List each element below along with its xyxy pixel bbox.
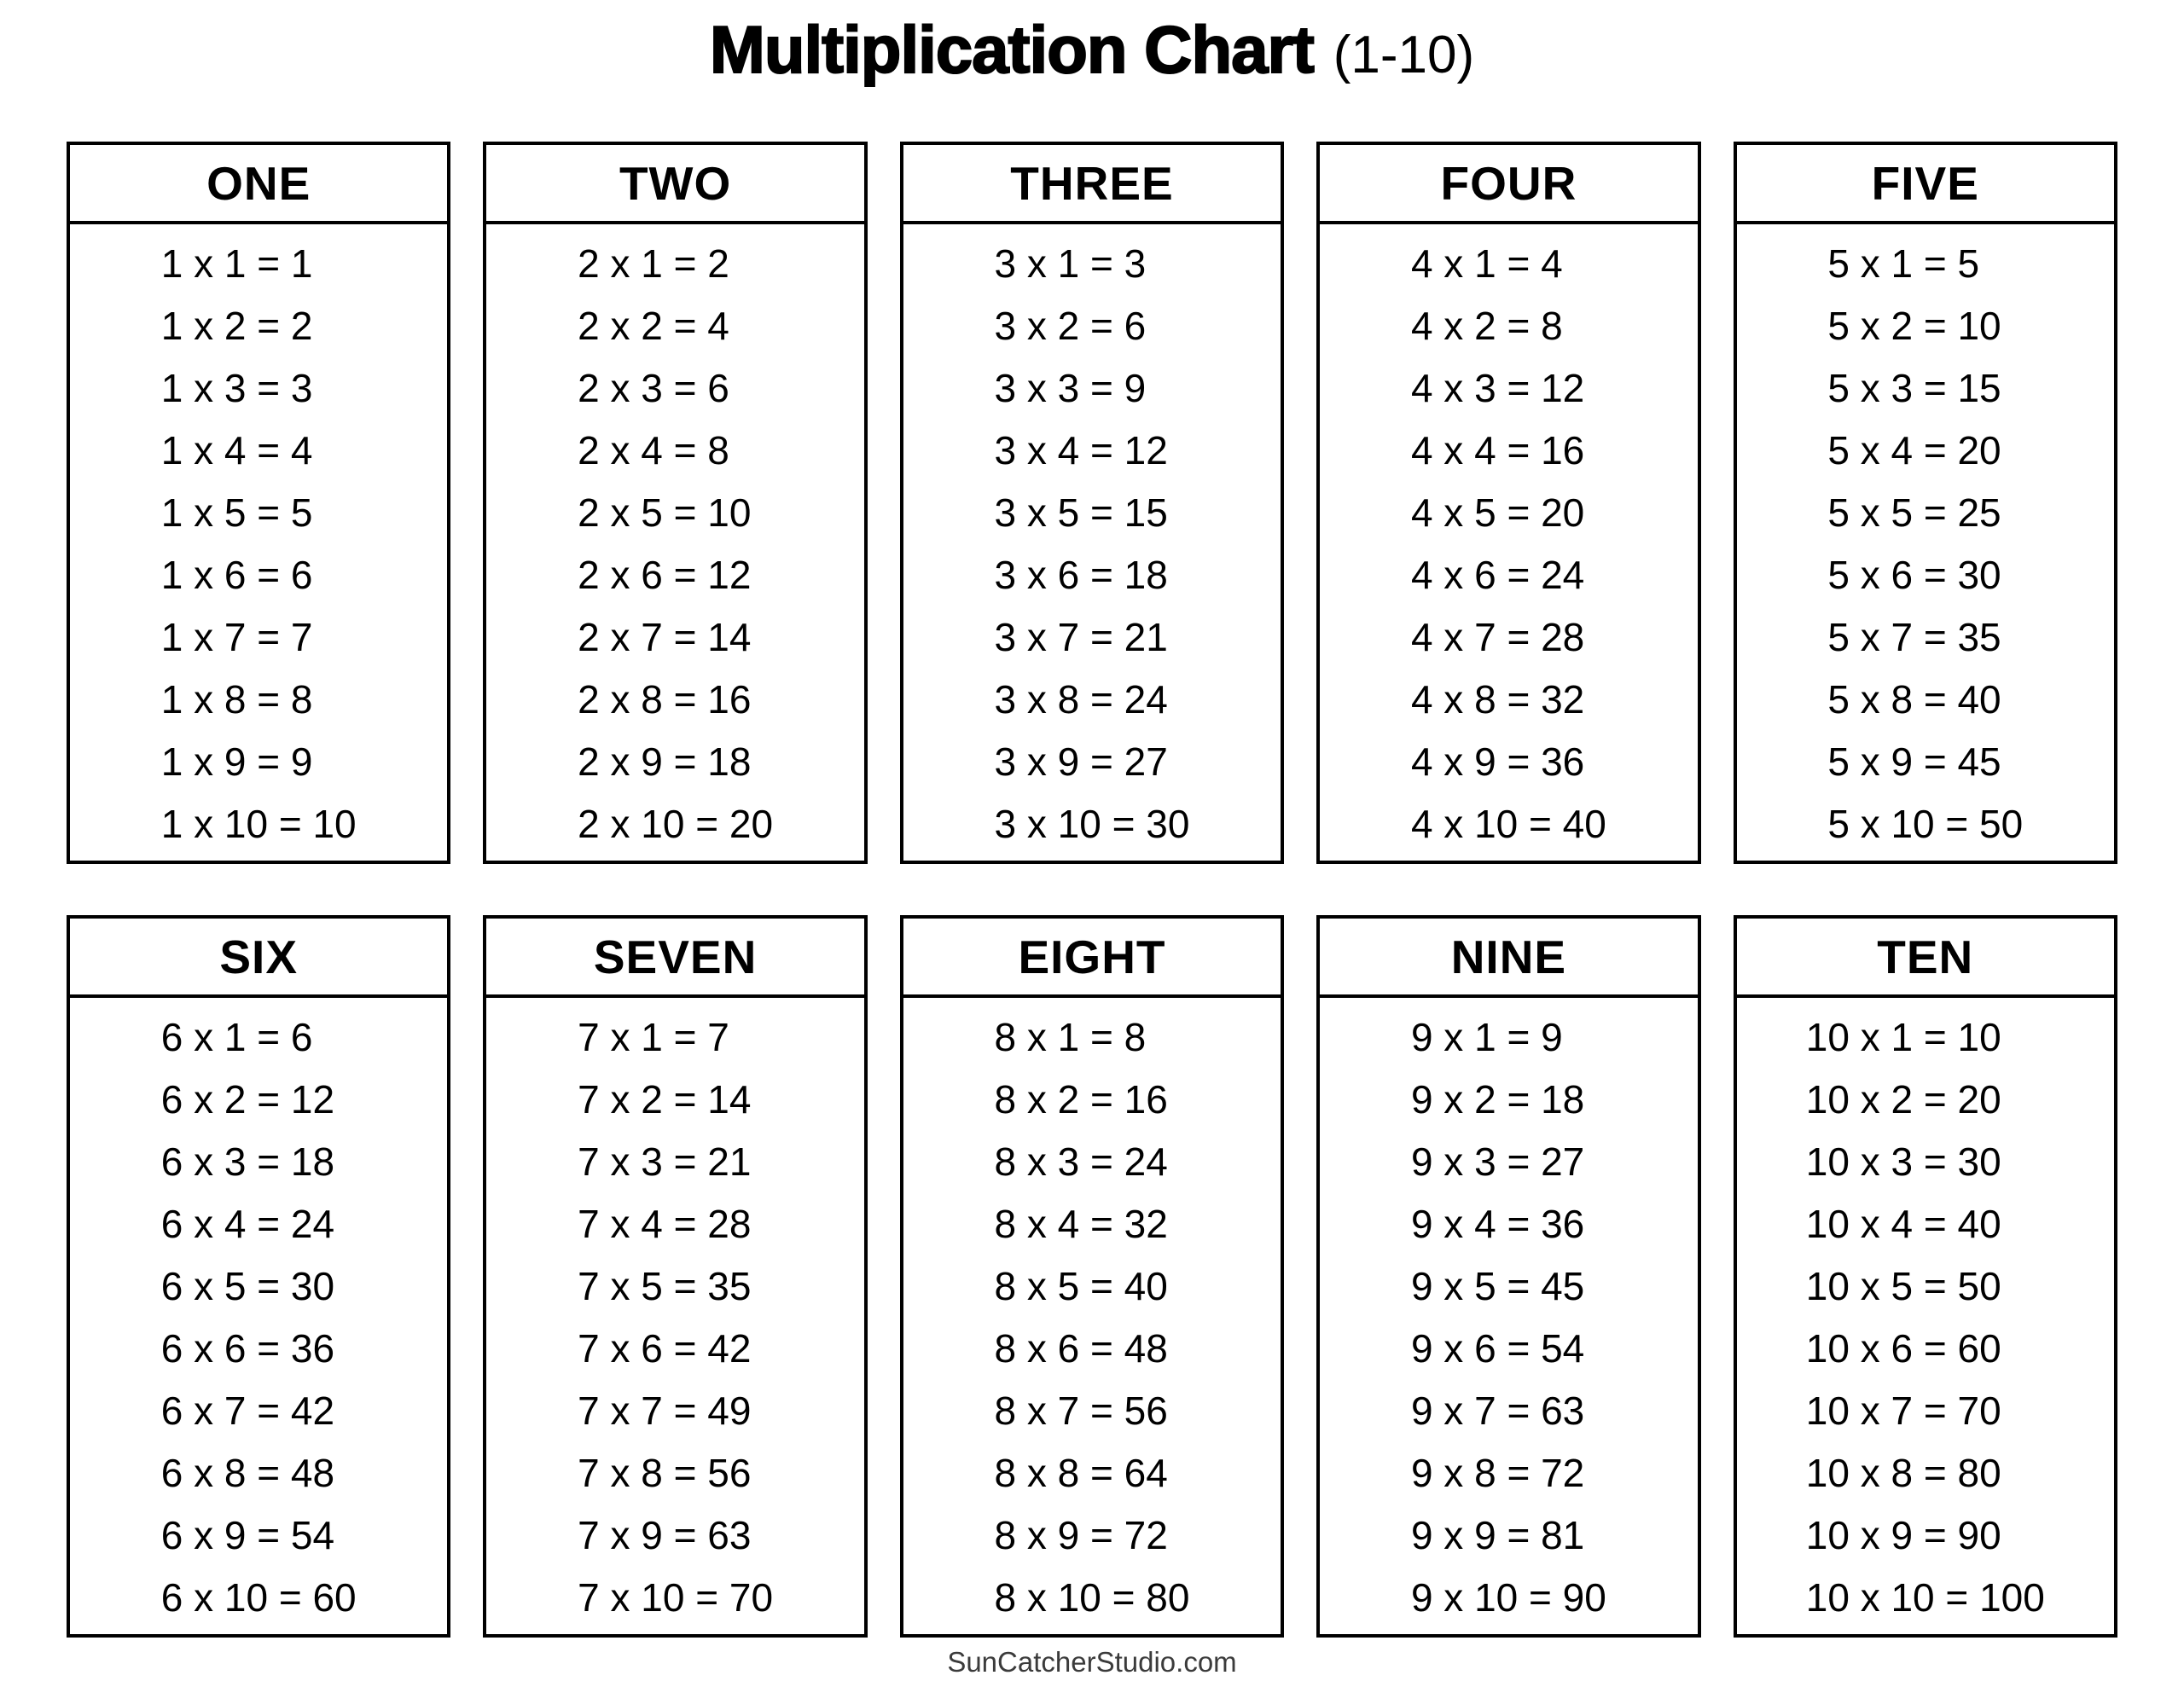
- multiplication-table-seven: [483, 915, 867, 1638]
- equation-row: 3 x 7 = 21: [994, 614, 1168, 659]
- table-header: FIVE: [1737, 145, 2114, 224]
- equation-row: 6 x 8 = 48: [160, 1450, 335, 1495]
- equation-row: 10 x 3 = 30: [1805, 1139, 2001, 1184]
- equation-list: [1806, 1006, 2045, 1628]
- equation-row: 5 x 4 = 20: [1827, 427, 2001, 472]
- equation-row: 4 x 10 = 40: [1410, 801, 1606, 846]
- page-title-text: Multiplication Chart: [709, 12, 1314, 87]
- table-body: [1737, 998, 2114, 1634]
- equation-row: 9 x 4 = 36: [1410, 1201, 1585, 1246]
- equation-row: 6 x 7 = 42: [160, 1388, 335, 1433]
- equation-row: 10 x 10 = 100: [1805, 1574, 2045, 1620]
- equation-row: 9 x 7 = 63: [1410, 1388, 1585, 1433]
- equation-row: 7 x 7 = 49: [578, 1388, 752, 1433]
- page-title-range: (1-10): [1333, 26, 1475, 84]
- tables-grid: [67, 142, 2117, 1638]
- table-body: [70, 224, 447, 861]
- equation-list: [161, 232, 357, 855]
- table-header: THREE: [903, 145, 1281, 224]
- equation-row: 10 x 4 = 40: [1805, 1201, 2001, 1246]
- equation-row: 9 x 6 = 54: [1410, 1325, 1585, 1371]
- equation-row: 1 x 9 = 9: [160, 739, 313, 784]
- multiplication-table-eight: [900, 915, 1284, 1638]
- equation-row: 3 x 1 = 3: [994, 241, 1147, 286]
- equation-row: 7 x 2 = 14: [578, 1076, 752, 1122]
- equation-row: 5 x 9 = 45: [1827, 739, 2001, 784]
- equation-row: 3 x 8 = 24: [994, 676, 1168, 722]
- equation-row: 3 x 4 = 12: [994, 427, 1168, 472]
- equation-row: 6 x 4 = 24: [160, 1201, 335, 1246]
- equation-row: 3 x 9 = 27: [994, 739, 1168, 784]
- multiplication-table-nine: [1316, 915, 1700, 1638]
- table-header: SIX: [70, 919, 447, 998]
- equation-list: [995, 1006, 1190, 1628]
- table-body: [903, 224, 1281, 861]
- equation-row: 9 x 3 = 27: [1410, 1139, 1585, 1184]
- equation-row: 4 x 9 = 36: [1410, 739, 1585, 784]
- equation-row: 10 x 2 = 20: [1805, 1076, 2001, 1122]
- equation-row: 9 x 9 = 81: [1410, 1512, 1585, 1557]
- equation-row: 6 x 1 = 6: [160, 1014, 313, 1059]
- equation-row: 10 x 7 = 70: [1805, 1388, 2001, 1433]
- equation-row: 8 x 5 = 40: [994, 1263, 1168, 1308]
- equation-row: 2 x 4 = 8: [578, 427, 729, 472]
- multiplication-table-one: [67, 142, 450, 864]
- equation-list: [1411, 232, 1606, 855]
- equation-row: 7 x 5 = 35: [578, 1263, 752, 1308]
- equation-row: 2 x 8 = 16: [578, 676, 752, 722]
- equation-row: 2 x 3 = 6: [578, 365, 729, 410]
- multiplication-table-three: [900, 142, 1284, 864]
- equation-list: [578, 1006, 773, 1628]
- equation-row: 3 x 3 = 9: [994, 365, 1147, 410]
- equation-row: 6 x 6 = 36: [160, 1325, 335, 1371]
- equation-row: 7 x 6 = 42: [578, 1325, 752, 1371]
- equation-row: 7 x 9 = 63: [578, 1512, 752, 1557]
- equation-row: 3 x 6 = 18: [994, 552, 1168, 597]
- table-body: [1320, 998, 1697, 1634]
- equation-row: 8 x 3 = 24: [994, 1139, 1168, 1184]
- equation-row: 9 x 10 = 90: [1410, 1574, 1606, 1620]
- equation-row: 9 x 8 = 72: [1410, 1450, 1585, 1495]
- equation-row: 8 x 1 = 8: [994, 1014, 1147, 1059]
- equation-row: 5 x 2 = 10: [1827, 303, 2001, 348]
- footer-credit: SunCatcherStudio.com: [947, 1646, 1237, 1678]
- table-header: ONE: [70, 145, 447, 224]
- table-header: TWO: [486, 145, 863, 224]
- equation-row: 8 x 10 = 80: [994, 1574, 1190, 1620]
- equation-row: 7 x 1 = 7: [578, 1014, 729, 1059]
- equation-row: 4 x 1 = 4: [1410, 241, 1563, 286]
- table-body: [486, 224, 863, 861]
- equation-row: 3 x 2 = 6: [994, 303, 1147, 348]
- equation-row: 3 x 5 = 15: [994, 490, 1168, 535]
- table-body: [486, 998, 863, 1634]
- page-title: [0, 10, 2184, 102]
- equation-row: 6 x 10 = 60: [160, 1574, 357, 1620]
- equation-row: 2 x 5 = 10: [578, 490, 752, 535]
- equation-list: [1827, 232, 2023, 855]
- equation-list: [578, 232, 773, 855]
- equation-row: 10 x 6 = 60: [1805, 1325, 2001, 1371]
- multiplication-table-six: [67, 915, 450, 1638]
- equation-list: [1411, 1006, 1606, 1628]
- equation-row: 8 x 4 = 32: [994, 1201, 1168, 1246]
- table-body: [1737, 224, 2114, 861]
- equation-row: 5 x 5 = 25: [1827, 490, 2001, 535]
- table-body: [903, 998, 1281, 1634]
- equation-row: 4 x 3 = 12: [1410, 365, 1585, 410]
- equation-row: 3 x 10 = 30: [994, 801, 1190, 846]
- equation-row: 6 x 3 = 18: [160, 1139, 335, 1184]
- equation-row: 2 x 1 = 2: [578, 241, 729, 286]
- equation-row: 4 x 6 = 24: [1410, 552, 1585, 597]
- equation-row: 1 x 7 = 7: [160, 614, 313, 659]
- multiplication-table-ten: [1734, 915, 2117, 1638]
- equation-row: 8 x 8 = 64: [994, 1450, 1168, 1495]
- table-body: [70, 998, 447, 1634]
- equation-row: 1 x 2 = 2: [160, 303, 313, 348]
- equation-row: 1 x 5 = 5: [160, 490, 313, 535]
- equation-row: 2 x 7 = 14: [578, 614, 752, 659]
- equation-row: 8 x 9 = 72: [994, 1512, 1168, 1557]
- equation-row: 2 x 9 = 18: [578, 739, 752, 784]
- equation-row: 5 x 3 = 15: [1827, 365, 2001, 410]
- equation-list: [161, 1006, 357, 1628]
- equation-row: 10 x 1 = 10: [1805, 1014, 2001, 1059]
- equation-row: 1 x 1 = 1: [160, 241, 313, 286]
- equation-row: 8 x 7 = 56: [994, 1388, 1168, 1433]
- equation-row: 2 x 2 = 4: [578, 303, 729, 348]
- equation-list: [995, 232, 1190, 855]
- equation-row: 6 x 2 = 12: [160, 1076, 335, 1122]
- equation-row: 1 x 8 = 8: [160, 676, 313, 722]
- equation-row: 4 x 4 = 16: [1410, 427, 1585, 472]
- equation-row: 7 x 3 = 21: [578, 1139, 752, 1184]
- equation-row: 6 x 9 = 54: [160, 1512, 335, 1557]
- table-header: NINE: [1320, 919, 1697, 998]
- equation-row: 8 x 2 = 16: [994, 1076, 1168, 1122]
- equation-row: 9 x 1 = 9: [1410, 1014, 1563, 1059]
- equation-row: 6 x 5 = 30: [160, 1263, 335, 1308]
- multiplication-table-two: [483, 142, 867, 864]
- equation-row: 5 x 7 = 35: [1827, 614, 2001, 659]
- equation-row: 1 x 3 = 3: [160, 365, 313, 410]
- equation-row: 4 x 8 = 32: [1410, 676, 1585, 722]
- equation-row: 4 x 2 = 8: [1410, 303, 1563, 348]
- multiplication-table-five: [1734, 142, 2117, 864]
- equation-row: 4 x 5 = 20: [1410, 490, 1585, 535]
- equation-row: 9 x 2 = 18: [1410, 1076, 1585, 1122]
- table-header: TEN: [1737, 919, 2114, 998]
- table-header: EIGHT: [903, 919, 1281, 998]
- equation-row: 5 x 6 = 30: [1827, 552, 2001, 597]
- equation-row: 7 x 10 = 70: [578, 1574, 774, 1620]
- equation-row: 9 x 5 = 45: [1410, 1263, 1585, 1308]
- equation-row: 2 x 6 = 12: [578, 552, 752, 597]
- equation-row: 10 x 5 = 50: [1805, 1263, 2001, 1308]
- equation-row: 7 x 4 = 28: [578, 1201, 752, 1246]
- equation-row: 1 x 6 = 6: [160, 552, 313, 597]
- table-header: SEVEN: [486, 919, 863, 998]
- equation-row: 5 x 1 = 5: [1827, 241, 1980, 286]
- equation-row: 8 x 6 = 48: [994, 1325, 1168, 1371]
- equation-row: 10 x 8 = 80: [1805, 1450, 2001, 1495]
- table-body: [1320, 224, 1697, 861]
- equation-row: 5 x 10 = 50: [1827, 801, 2024, 846]
- multiplication-table-four: [1316, 142, 1700, 864]
- equation-row: 10 x 9 = 90: [1805, 1512, 2001, 1557]
- table-header: FOUR: [1320, 145, 1697, 224]
- equation-row: 5 x 8 = 40: [1827, 676, 2001, 722]
- equation-row: 7 x 8 = 56: [578, 1450, 752, 1495]
- equation-row: 1 x 4 = 4: [160, 427, 313, 472]
- equation-row: 1 x 10 = 10: [160, 801, 357, 846]
- equation-row: 2 x 10 = 20: [578, 801, 774, 846]
- equation-row: 4 x 7 = 28: [1410, 614, 1585, 659]
